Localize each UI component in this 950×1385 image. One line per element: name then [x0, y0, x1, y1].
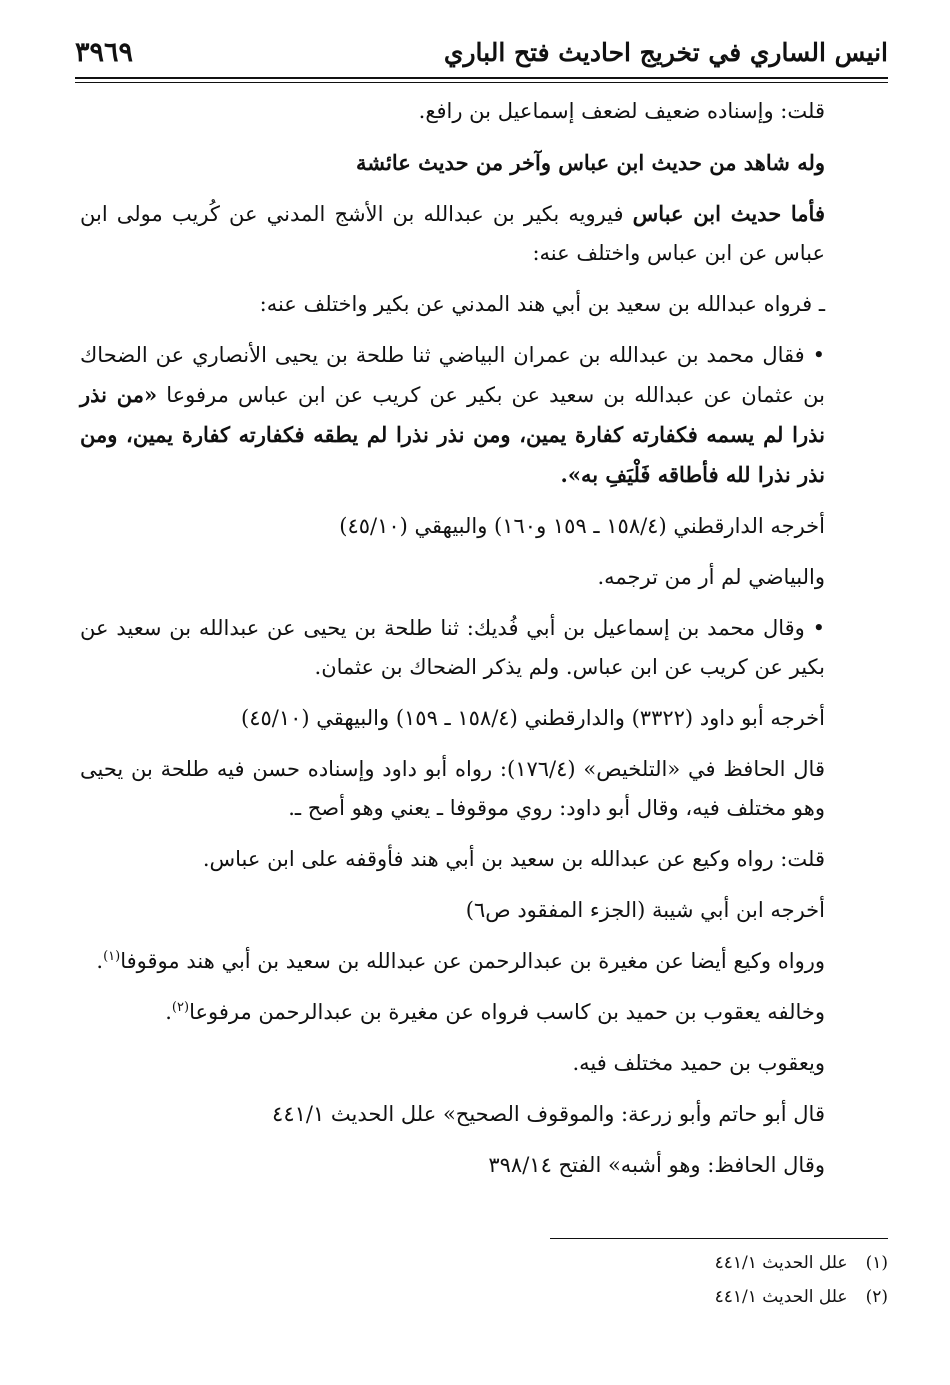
paragraph [80, 194, 825, 273]
footnote [400, 1280, 888, 1314]
paragraph: أخرجه أبو داود (٣٣٢٢) والدارقطني (١٥٨/٤ ـ ١٥٩) والبيهقي (٤٥/١٠) [241, 706, 825, 730]
footnote-number: (٢) [865, 1287, 888, 1307]
paragraph [80, 336, 825, 495]
paragraph-text: ثنا طلحة بن يحيى عن عبدالله بن سعيد عن بكير عن كريب عن ابن عباس. ولم يذكر الضحاك بن عثمان. [80, 616, 825, 679]
paragraph-text: • فقال محمد بن عبدالله بن عمران البياضي ثنا طلحة بن يحيى الأنصاري عن الضحاك بن عثمان عن عبدالله بن سعيد عن بكير عن كريب عن ابن عباس مرفوعا [80, 343, 826, 407]
paragraph: قلت: رواه وكيع عن عبدالله بن سعيد بن أبي هند فأوقفه على ابن عباس. [202, 847, 825, 871]
paragraph: والبياضي لم أر من ترجمه. [597, 565, 825, 589]
paragraph-text: فيرويه بكير بن عبدالله بن الأشج المدني عن كُريب مولى ابن عباس عن ابن عباس واختلف عنه: [80, 202, 825, 265]
paragraph-text: وخالفه يعقوب بن حميد بن كاسب فرواه عن مغيرة بن عبدالرحمن مرفوعا [189, 1000, 825, 1024]
paragraph: وقال الحافظ: وهو أشبه» الفتح ٣٩٨/١٤ [488, 1153, 825, 1177]
footnotes [400, 1246, 888, 1314]
paragraph-text: • وقال محمد بن إسماعيل بن أبي فُديك: [458, 616, 825, 640]
paragraph [80, 609, 825, 687]
main-text [80, 92, 825, 1197]
footnote-text: علل الحديث ٤٤١/١ [714, 1287, 848, 1307]
paragraph: أخرجه الدارقطني (١٥٨/٤ ـ ١٥٩ و١٦٠) والبيهقي (٤٥/١٠) [339, 514, 825, 538]
footnote-ref[interactable]: (١) [103, 949, 121, 964]
running-title: انيس الساري في تخريج احاديث فتح الباري [443, 37, 888, 67]
footnote-text: علل الحديث ٤٤١/١ [714, 1253, 848, 1273]
paragraph-text: ورواه وكيع أيضا عن مغيرة بن عبدالرحمن عن عبدالله بن سعيد بن أبي هند موقوفا [120, 949, 825, 973]
paragraph: ـ فرواه عبدالله بن سعيد بن أبي هند المدني عن بكير واختلف عنه: [259, 292, 825, 316]
header-rule-thin [75, 82, 888, 83]
paragraph: أخرجه ابن أبي شيبة (الجزء المفقود ص٦) [465, 898, 825, 922]
footnote-number: (١) [865, 1253, 888, 1273]
paragraph: قلت: وإسناده ضعيف لضعف إسماعيل بن رافع. [418, 99, 825, 123]
footnote-rule [550, 1238, 888, 1239]
page-number: ٣٩٦٩ [75, 36, 134, 68]
paragraph: ورواه وكيع أيضا عن مغيرة بن عبدالرحمن عن عبدالله بن سعيد بن أبي هند موقوفا$^{(١)}$. [96, 949, 825, 973]
footnote [400, 1246, 888, 1280]
paragraph: ويعقوب بن حميد مختلف فيه. [572, 1051, 825, 1075]
header-rule [75, 77, 888, 79]
page-header [75, 28, 888, 76]
bold-lead: فأما حديث ابن عباس [632, 201, 825, 226]
paragraph: قال أبو حاتم وأبو زرعة: والموقوف الصحيح» علل الحديث ٤٤١/١ [272, 1102, 825, 1126]
paragraph: وله شاهد من حديث ابن عباس وآخر من حديث عائشة [356, 150, 825, 175]
paragraph: وخالفه يعقوب بن حميد بن كاسب فرواه عن مغيرة بن عبدالرحمن مرفوعا$^{(٢)}$. [165, 1000, 825, 1024]
footnote-ref[interactable]: (٢) [171, 1000, 190, 1015]
paragraph: قال الحافظ في «التلخيص» (١٧٦/٤): رواه أبو داود وإسناده حسن فيه طلحة بن يحيى وهو مختلف فيه، وقال أبو داود: روي موقوفا ـ يعني وهو أصح ـ. [80, 757, 825, 820]
hadith-text: «من نذر نذرا لم يسمه فكفارته كفارة يمين، ومن نذر نذرا لم يطقه فكفارته كفارة يمين، ومن نذر نذرا لله فأطاقه فَلْيَفِ به». [80, 382, 825, 487]
